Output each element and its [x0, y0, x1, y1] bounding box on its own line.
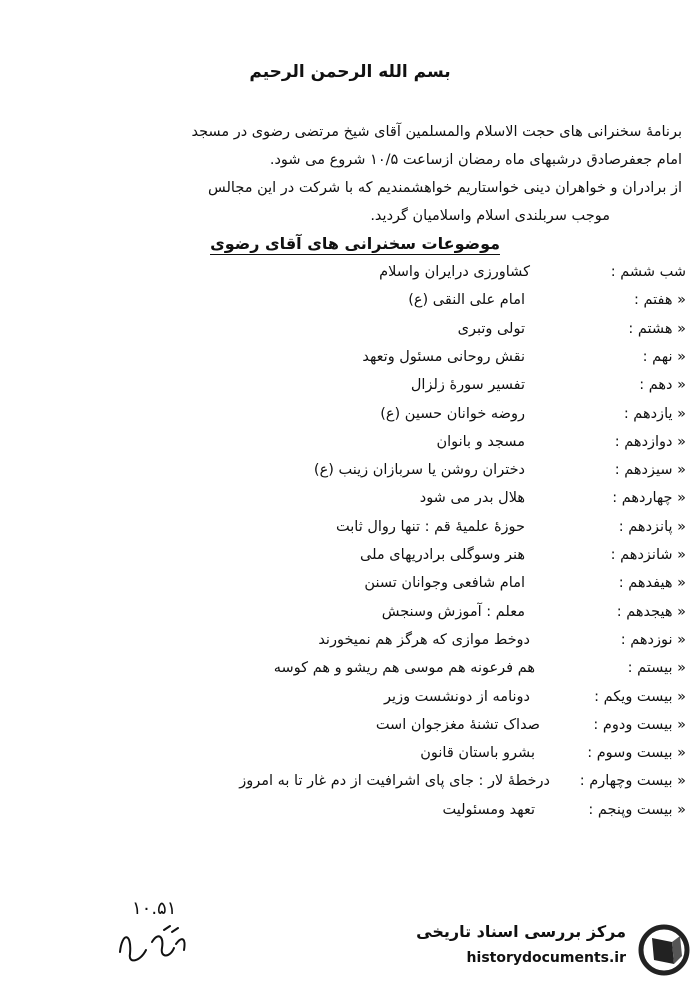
night-label: « شانزدهم :	[610, 547, 686, 563]
handwritten-note: ۱۰.۵۱	[132, 898, 177, 919]
schedule-row	[0, 604, 700, 628]
schedule-row	[0, 717, 700, 741]
night-label: « هفتم :	[634, 292, 686, 309]
schedule-row	[0, 321, 700, 345]
night-label: « هیفدهم :	[618, 575, 686, 592]
schedule-row	[0, 349, 700, 373]
night-label: « سیزدهم :	[614, 462, 686, 479]
topic-text: کشاورزی درایران واسلام	[379, 264, 530, 280]
topic-text: نقش روحانی مسئول وتعهد	[362, 348, 525, 365]
topic-text: دختران روشن یا سربازان زینب (ع)	[313, 462, 525, 479]
handwritten-signature	[112, 892, 202, 972]
topic-text: معلم : آموزش وسنجش	[381, 603, 525, 620]
night-label: « هشتم :	[628, 320, 686, 337]
night-label: « بیست وچهارم :	[579, 773, 686, 790]
archive-logo-icon	[636, 924, 692, 976]
topic-text: هنر وسوگلی برادریهای ملی	[360, 547, 525, 563]
night-label: « نهم :	[642, 348, 686, 365]
night-label: « یازدهم :	[623, 405, 686, 422]
night-label: « بیست وپنجم :	[588, 801, 686, 818]
schedule-row	[0, 264, 700, 288]
topic-text: حوزهٔ علمیهٔ قم : تنها روال ثابت	[336, 518, 525, 535]
intro-line-3: از برادران و خواهران دینی خواستاریم خواهشمندیم که با شرکت در این مجالس	[208, 180, 682, 196]
schedule-row	[0, 575, 700, 599]
night-label: « پانزدهم :	[618, 518, 686, 535]
topic-text: تفسیر سورهٔ زلزال	[410, 377, 525, 394]
topic-text: تعهد ومسئولیت	[442, 801, 535, 818]
topics-heading: موضوعات سخنرانی های آقای رضوی	[210, 234, 500, 253]
topic-text: دونامه از دونشست وزیر	[384, 688, 530, 705]
schedule-row	[0, 660, 700, 684]
schedule-row	[0, 745, 700, 769]
topic-text: مسجد و بانوان	[436, 433, 525, 450]
schedule-row	[0, 292, 700, 316]
night-label: « بیست وسوم :	[587, 745, 686, 762]
schedule-row	[0, 773, 700, 797]
night-label: شب ششم :	[610, 264, 686, 280]
archive-name: مرکز بررسی اسناد تاریخی	[416, 922, 626, 941]
intro-line-2: امام جعفرصادق درشبهای ماه رمضان ازساعت ۱۰/۵ شروع می شود.	[269, 152, 682, 168]
topic-text: بشرو باستان قانون	[420, 745, 535, 762]
archive-site: historydocuments.ir	[466, 950, 626, 966]
schedule-row	[0, 406, 700, 430]
topic-text: امام علی النقی (ع)	[408, 292, 525, 309]
schedule-row	[0, 689, 700, 713]
schedule-row	[0, 462, 700, 486]
archive-watermark	[410, 920, 694, 980]
document-title: بسم الله الرحمن الرحیم	[249, 62, 451, 82]
topic-text: هلال بدر می شود	[419, 490, 525, 507]
intro-line-1: برنامهٔ سخنرانی های حجت الاسلام والمسلمین آقای شیخ مرتضی رضوی در مسجد	[191, 124, 682, 140]
schedule-row	[0, 519, 700, 543]
night-label: « بیستم :	[627, 660, 686, 677]
schedule-row	[0, 547, 700, 571]
topic-text: تولی وتبری	[457, 320, 525, 337]
night-label: « دوازدهم :	[614, 433, 686, 450]
schedule-row	[0, 632, 700, 656]
schedule-row	[0, 490, 700, 514]
schedule-row	[0, 377, 700, 401]
topic-text: صداک تشنهٔ مغزجوان است	[375, 716, 540, 733]
night-label: « هیجدهم :	[616, 603, 686, 620]
topic-text: درخطهٔ لار : جای پای اشرافیت از دم غار تا به امروز	[239, 773, 550, 790]
schedule-row	[0, 802, 700, 826]
topic-text: دوخط موازی که هرگز هم نمیخورند	[318, 631, 530, 648]
schedule-row	[0, 434, 700, 458]
topic-text: روضه خوانان حسین (ع)	[380, 405, 525, 422]
topic-text: امام شافعی وجوانان تسنن	[364, 575, 525, 592]
night-label: « چهاردهم :	[612, 490, 686, 507]
night-label: « نوزدهم :	[620, 631, 686, 648]
night-label: « بیست ویکم :	[594, 688, 686, 705]
night-label: « دهم :	[639, 377, 686, 394]
night-label: « بیست ودوم :	[593, 716, 686, 733]
topic-text: هم فرعونه هم موسی هم ریشو و هم کوسه	[273, 660, 535, 677]
intro-line-4: موجب سربلندی اسلام واسلامیان گردید.	[370, 208, 610, 224]
